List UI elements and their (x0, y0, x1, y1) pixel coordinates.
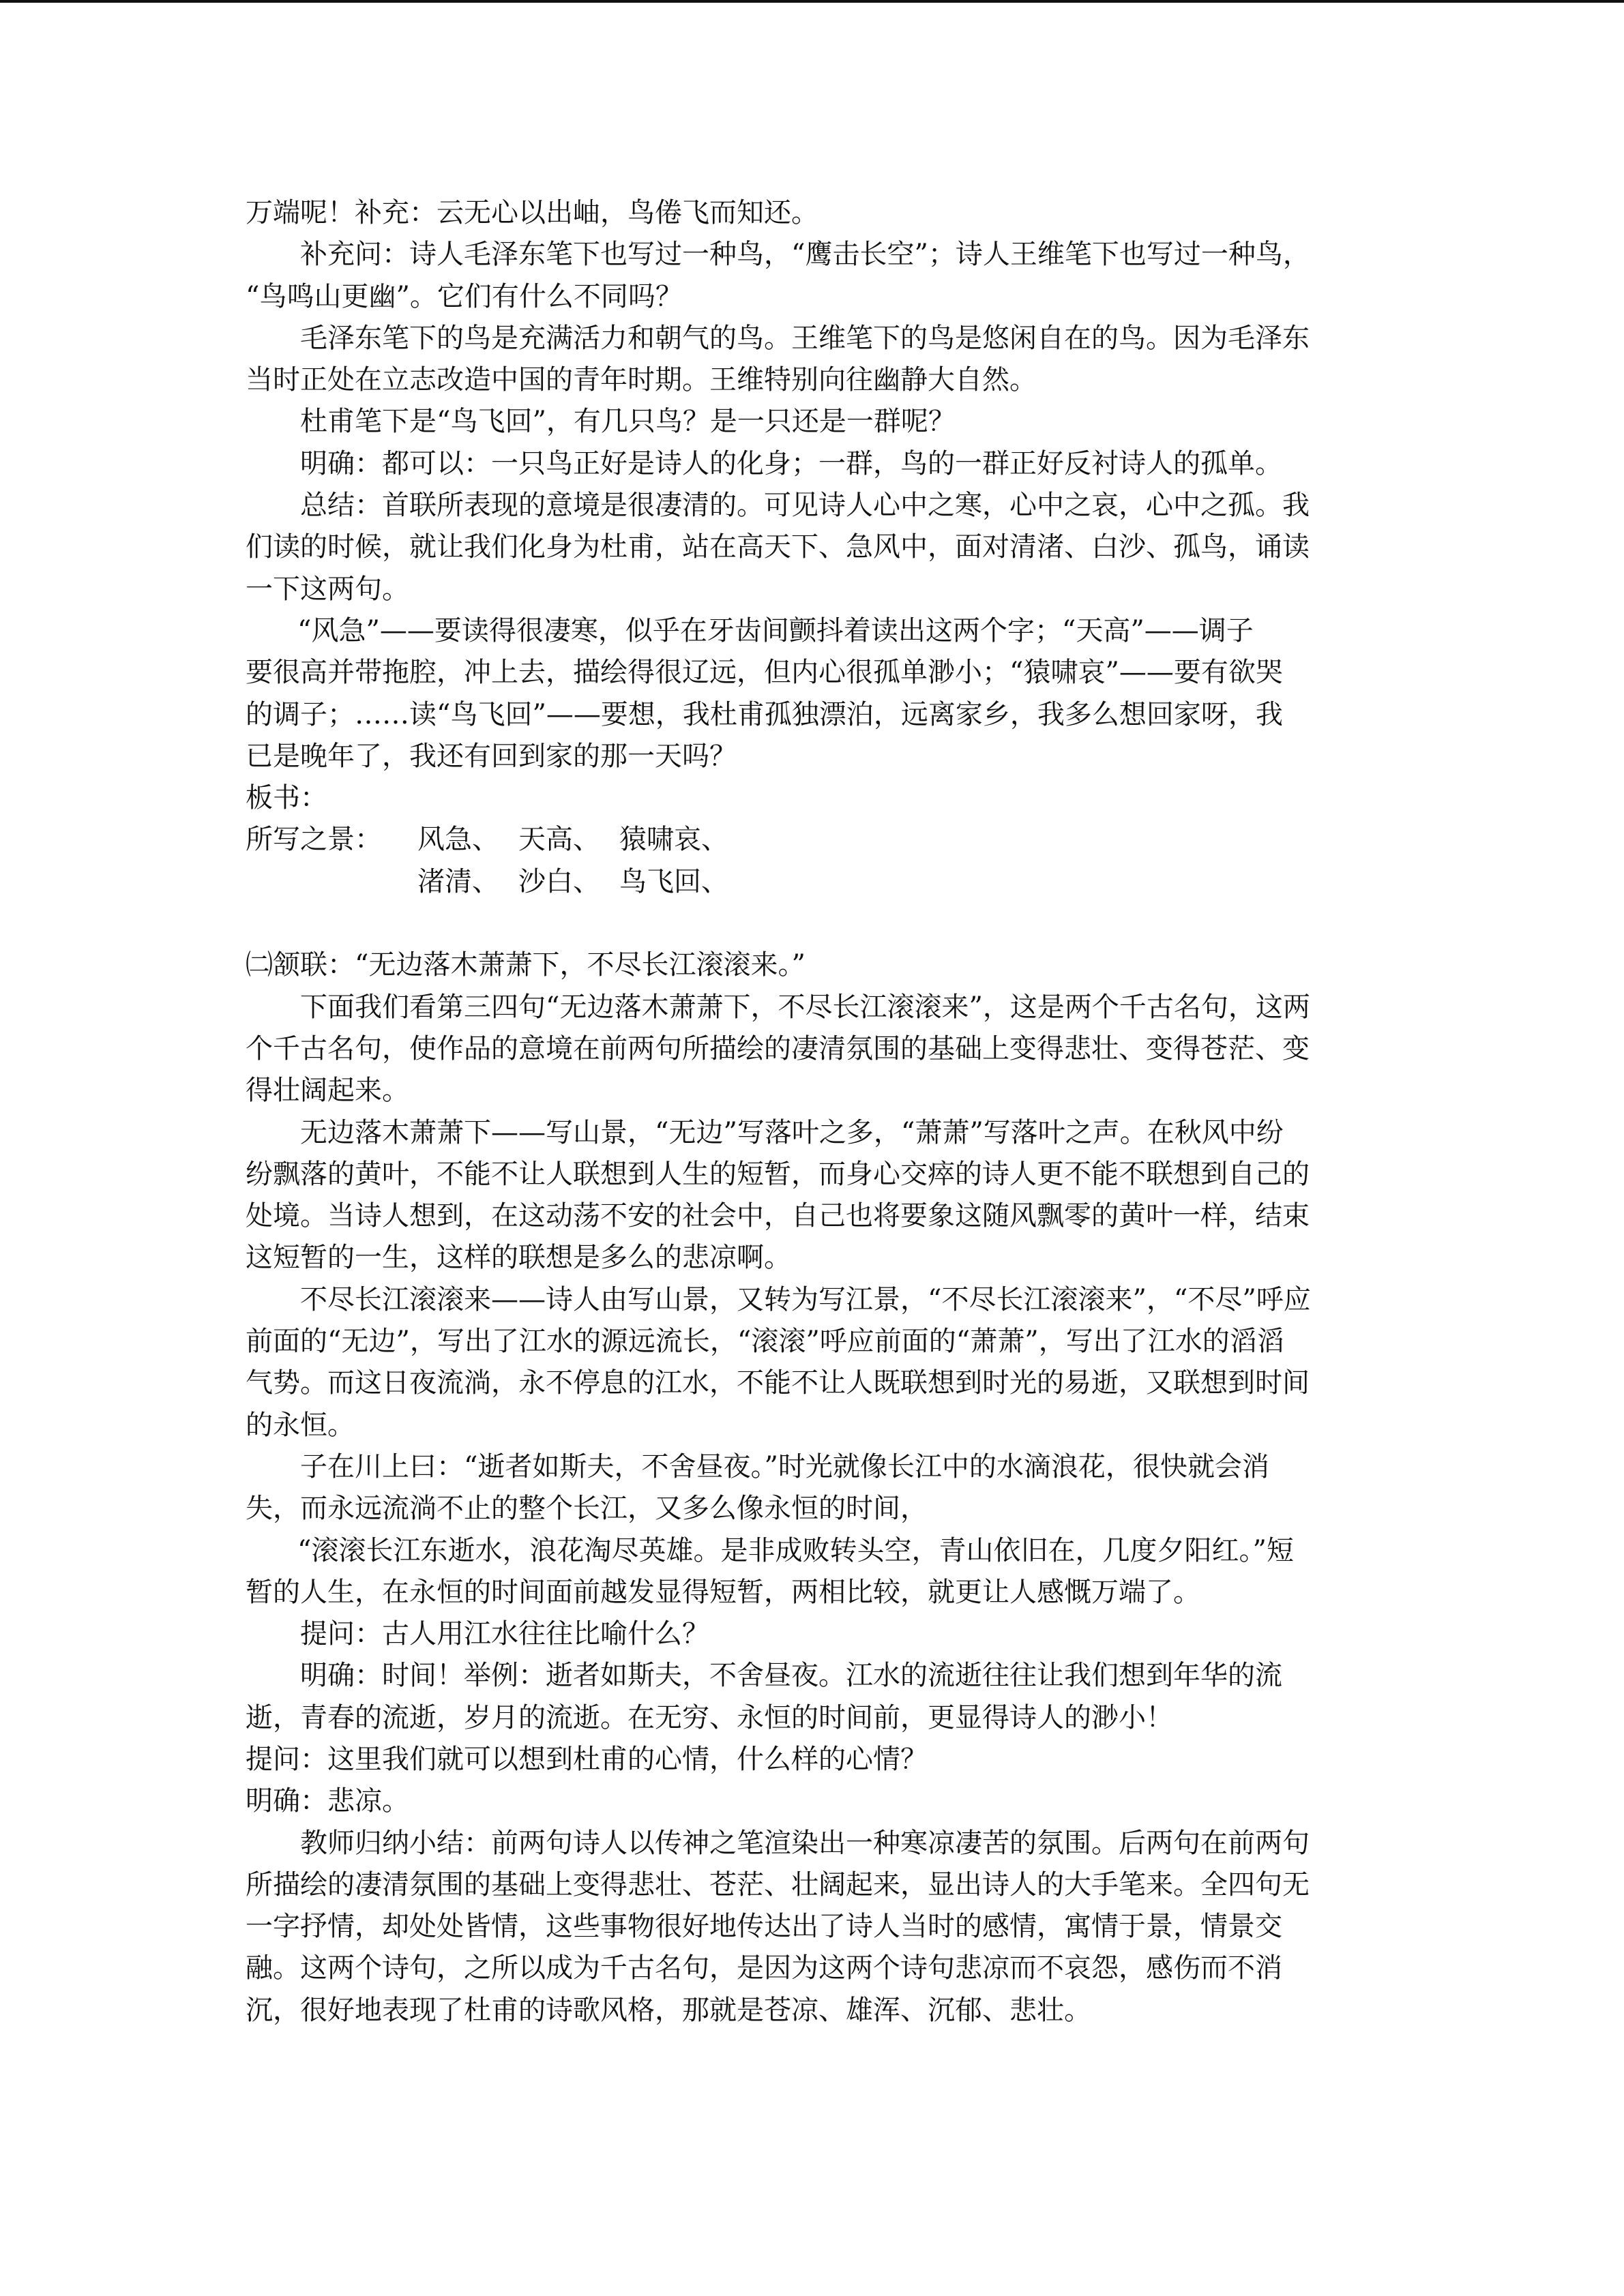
text-line: 这短暂的一生，这样的联想是多么的悲凉啊。 (246, 1242, 791, 1274)
board-label: 所写之景： (246, 824, 382, 856)
text-line: 纷飘落的黄叶，不能不让人联想到人生的短暂，而身心交瘁的诗人更不能不联想到自己的 (246, 1158, 1310, 1190)
text-line: 杜甫笔下是“鸟飞回”，有几只鸟？是一只还是一群呢？ (300, 406, 956, 438)
text-line: 下面我们看第三四句“无边落木萧萧下，不尽长江滚滚来”，这是两个千古名句，这两 (300, 991, 1310, 1023)
text-line: 明确：都可以：一只鸟正好是诗人的化身；一群，鸟的一群正好反衬诗人的孤单。 (300, 447, 1282, 479)
board-item: 风急、 (417, 824, 499, 856)
text-line: 融。这两个诗句，之所以成为千古名句，是因为这两个诗句悲凉而不哀怨，感伤而不消 (246, 1952, 1282, 1984)
board-item: 渚清、 (417, 865, 499, 897)
page-top-border (0, 0, 1624, 3)
text-line: 明确：时间！举例：逝者如斯夫，不舍昼夜。江水的流逝往往让我们想到年华的流 (300, 1660, 1282, 1692)
text-line: 子在川上曰：“逝者如斯夫，不舍昼夜。”时光就像长江中的水滴浪花，很快就会消 (300, 1450, 1269, 1482)
text-line: ㈡颔联：“无边落木萧萧下，不尽长江滚滚来。” (246, 949, 806, 981)
text-line: 一下这两句。 (246, 573, 409, 605)
text-line: 的调子；……读“鸟飞回”——要想，我杜甫孤独漂泊，远离家乡，我多么想回家呀，我 (246, 698, 1283, 730)
text-block-bottom (246, 944, 1379, 2031)
text-line: 气势。而这日夜流淌，永不停息的江水，不能不让人既联想到时光的易逝，又联想到时间 (246, 1367, 1310, 1399)
text-line: 处境。当诗人想到，在这动荡不安的社会中，自己也将要象这随风飘零的黄叶一样，结束 (246, 1200, 1310, 1232)
text-line: 无边落木萧萧下——写山景，“无边”写落叶之多，“萧萧”写落叶之声。在秋风中纷 (300, 1116, 1284, 1148)
text-block-top (246, 192, 1379, 819)
board-item: 沙白、 (518, 865, 600, 897)
text-line: 逝，青春的流逝，岁月的流逝。在无穷、永恒的时间前，更显得诗人的渺小！ (246, 1701, 1173, 1733)
text-line: 所描绘的凄清氛围的基础上变得悲壮、苍茫、壮阔起来，显出诗人的大手笔来。全四句无 (246, 1868, 1310, 1900)
text-line: “滚滚长江东逝水，浪花淘尽英雄。是非成败转头空，青山依旧在，几度夕阳红。”短 (297, 1534, 1294, 1566)
board-item: 天高、 (518, 824, 600, 856)
text-line: 要很高并带拖腔，冲上去，描绘得很辽远，但内心很孤单渺小；“猿啸哀”——要有欲哭 (246, 657, 1283, 689)
text-line: 教师归纳小结：前两句诗人以传神之笔渲染出一种寒凉凄苦的氛围。后两句在前两句 (300, 1827, 1310, 1859)
text-line: 提问：古人用江水往往比喻什么？ (300, 1618, 709, 1650)
text-line: 补充问：诗人毛泽东笔下也写过一种鸟，“鹰击长空”；诗人王维笔下也写过一种鸟， (300, 239, 1310, 271)
text-line: 万端呢！补充：云无心以出岫，鸟倦飞而知还。 (246, 197, 818, 228)
board-row-2 (246, 861, 1379, 903)
board-item: 鸟飞回、 (619, 865, 728, 897)
text-line: 个千古名句，使作品的意境在前两句所描绘的凄清氛围的基础上变得悲壮、变得苍茫、变 (246, 1032, 1310, 1064)
text-line: 暂的人生，在永恒的时间面前越发显得短暂，两相比较，就更让人感慨万端了。 (246, 1576, 1200, 1608)
text-line: 沉，很好地表现了杜甫的诗歌风格，那就是苍凉、雄浑、沉郁、悲壮。 (246, 1994, 1091, 2026)
text-line: 失，而永远流淌不止的整个长江，又多么像永恒的时间， (246, 1493, 928, 1525)
document-page (246, 192, 1379, 2031)
text-line: 板书： (246, 782, 327, 814)
text-line: 提问：这里我们就可以想到杜甫的心情，什么样的心情？ (246, 1743, 928, 1775)
board-row-1 (246, 819, 1379, 861)
text-line: 总结：首联所表现的意境是很凄清的。可见诗人心中之寒，心中之哀，心中之孤。我 (300, 490, 1310, 522)
text-line: 毛泽东笔下的鸟是充满活力和朝气的鸟。王维笔下的鸟是悠闲自在的鸟。因为毛泽东 (300, 322, 1310, 354)
text-line: 前面的“无边”，写出了江水的源远流长，“滚滚”呼应前面的“萧萧”，写出了江水的滔滔 (246, 1326, 1284, 1358)
text-line: 当时正处在立志改造中国的青年时期。王维特别向往幽静大自然。 (246, 364, 1037, 396)
text-line: 的永恒。 (246, 1409, 355, 1441)
text-line: 们读的时候，就让我们化身为杜甫，站在高天下、急风中，面对清渚、白沙、孤鸟，诵读 (246, 531, 1310, 563)
text-line: 得壮阔起来。 (246, 1075, 409, 1107)
text-line: 不尽长江滚滚来——诗人由写山景，又转为写江景，“不尽长江滚滚来”，“不尽”呼应 (300, 1283, 1311, 1315)
board-item: 猿啸哀、 (619, 824, 728, 856)
text-line: “鸟鸣山更幽”。它们有什么不同吗？ (246, 280, 683, 312)
text-line: 明确：悲凉。 (246, 1785, 409, 1817)
text-line: 已是晚年了，我还有回到家的那一天吗？ (246, 740, 737, 772)
blank-line (246, 903, 1379, 944)
text-line: “风急”——要读得很凄寒，似乎在牙齿间颤抖着读出这两个字；“天高”——调子 (297, 614, 1254, 646)
text-line: 一字抒情，却处处皆情，这些事物很好地传达出了诗人当时的感情，寓情于景，情景交 (246, 1911, 1282, 1943)
